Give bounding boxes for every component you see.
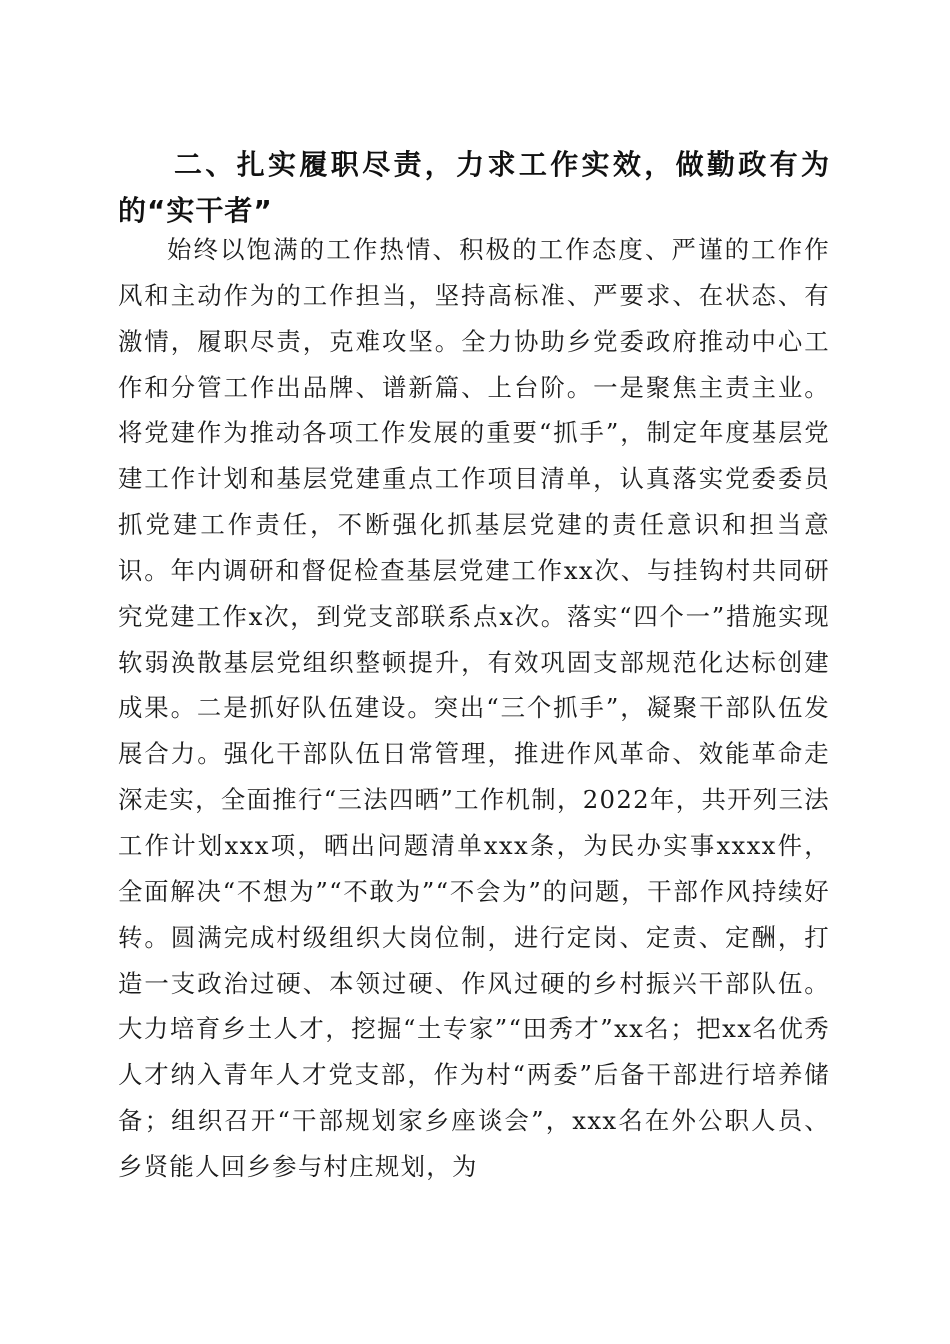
body-paragraph: 始终以饱满的工作热情、积极的工作态度、严谨的工作作风和主动作为的工作担当，坚持高标准、严要求、在状态、有激情，履职尽责，克难攻坚。全力协助乡党委政府推动中心工作和分管工作出品牌、谱新篇、上台阶。一是聚焦主责主业。将党建作为推动各项工作发展的重要“抓手”，制定年度基层党建工作计划和基层党建重点工作项目清单，认真落实党委委员抓党建工作责任，不断强化抓基层党建的责任意识和担当意识。年内调研和督促检查基层党建工作xx次、与挂钩村共同研究党建工作x次，到党支部联系点x次。落实“四个一”措施实现软弱涣散基层党组织整顿提升，有效巩固支部规范化达标创建成果。二是抓好队伍建设。突出“三个抓手”，凝聚干部队伍发展合力。强化干部队伍日常管理，推进作风革命、效能革命走深走实，全面推行“三法四晒”工作机制，2022年，共开列三法工作计划xxx项，晒出问题清单xxx条，为民办实事xxxx件，全面解决“不想为”“不敢为”“不会为”的问题，干部作风持续好转。圆满完成村级组织大岗位制，进行定岗、定责、定酬，打造一支政治过硬、本领过硬、作风过硬的乡村振兴干部队伍。大力培育乡土人才，挖掘“土专家”“田秀才”xx名；把xx名优秀人才纳入青年人才党支部，作为村“两委”后备干部进行培养储备；组织召开“干部规划家乡座谈会”，xxx名在外公职人员、乡贤能人回乡参与村庄规划，为 <box>118 235 830 1181</box>
section-heading: 二、扎实履职尽责，力求工作实效，做勤政有为的“实干者” <box>118 148 830 227</box>
